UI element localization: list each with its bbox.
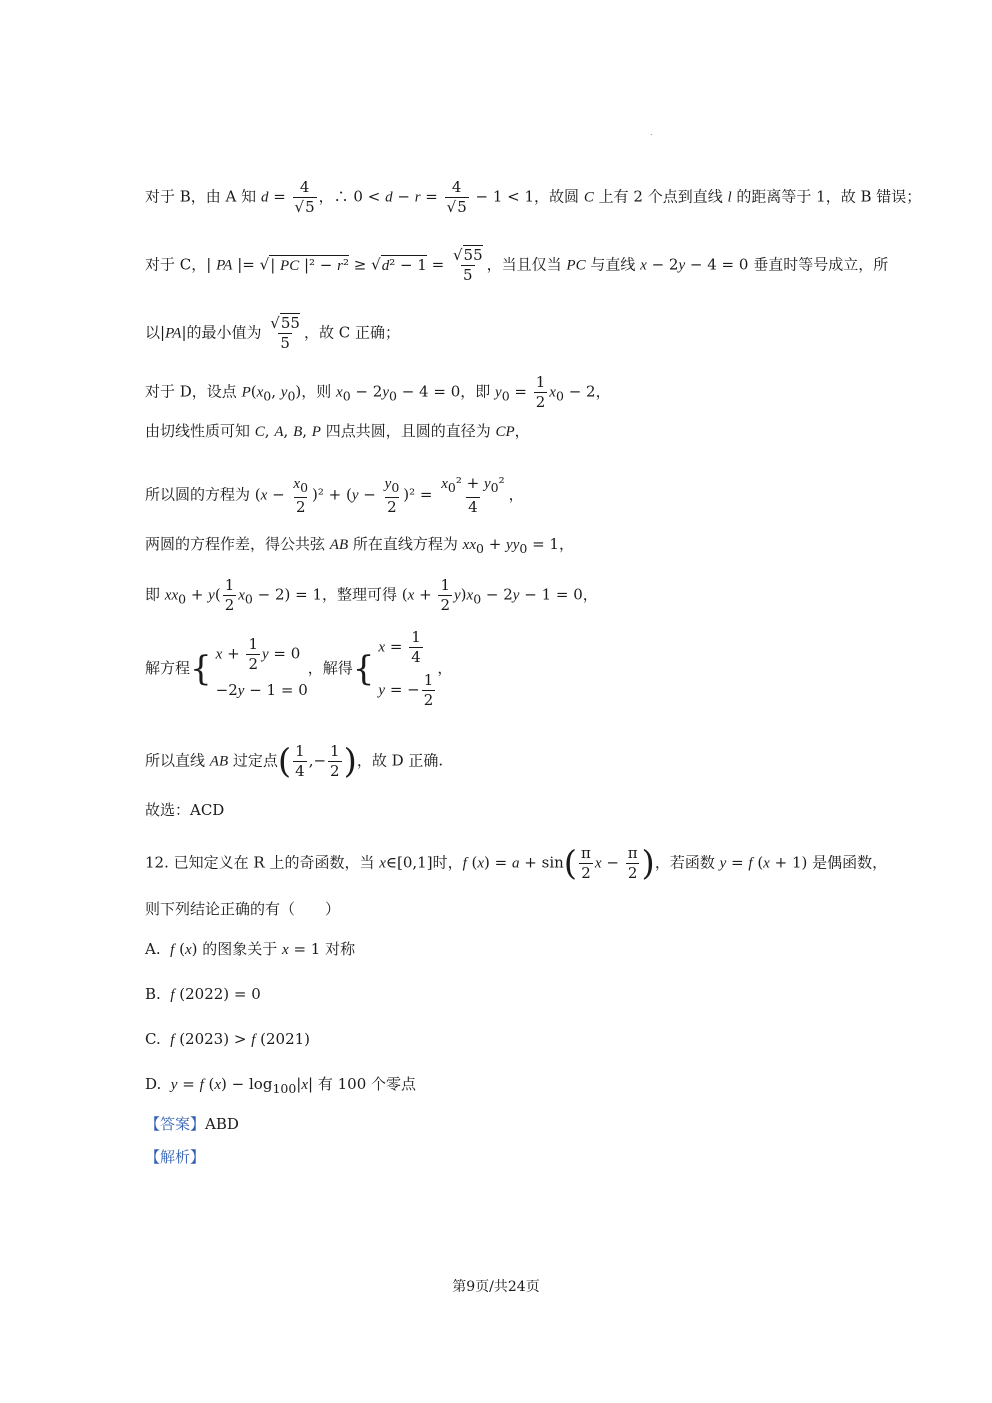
answer-line: [145, 1114, 239, 1134]
option-a: A. f (x) 的图象关于 x = 1 对称: [145, 940, 356, 958]
line-d-system: 解方程{ x + $\frac{1}{2}$ y = 0 −2y − 1 = 0 ，解得{ x = $\frac{1}{4}$ y = − $\frac{1}{2}$ ，: [145, 628, 453, 709]
option-c: C. f (2023) > f (2021): [145, 1030, 311, 1048]
header-mark: .: [650, 128, 653, 137]
analysis-line: [145, 1147, 205, 1167]
line-d-equation: 所以圆的方程为 (x − $\frac{x_0}{2}$ )² + (y − $\frac{y_0}{2}$ )² = $\frac{x_0^2 + y_0^2}{4}$ ，: [145, 474, 524, 516]
line-choice: 故选：ACD: [145, 801, 225, 819]
page-footer: 第9页/共24页: [452, 1279, 540, 1295]
line-d-circle: 由切线性质可知 C, A, B, P 四点共圆，且圆的直径为 CP，: [145, 422, 530, 440]
question-12-stem: 则下列结论正确的有（ ）: [145, 900, 341, 918]
line-b-analysis: 对于 B，由 A 知 d = $\frac{4}{√5}$ ，∴ 0 < d − r = $\frac{4}{√5}$ − 1 < 1，故圆 C 上有 2 个点到直线 l 的距离等于 1，故 B 错误；: [145, 178, 922, 216]
line-d-chord: 两圆的方程作差，得公共弦 AB 所在直线方程为 $xx_0 + yy_0 = 1$，: [145, 535, 574, 556]
line-d-fixed-point: 所以直线 AB 过定点( $\frac{1}{4}$ ,− $\frac{1}{2}$ )，故 D 正确.: [145, 741, 444, 782]
line-c-analysis: 对于 C，| PA |= √| PC |² − r² ≥ √d² − 1 = $\frac{√55}{5}$ ，当且仅当 PC 与直线 x − 2y − 4 = 0 垂直时等号成立，所: [145, 246, 889, 284]
question-12: 12. 已知定义在 R 上的奇函数，当 x∈[0,1]时，f (x) = a + sin( $\frac{\pi}{2}$ x − $\frac{\pi}{2}$ )，若函数 y = f (x + 1) 是偶函数，: [145, 843, 888, 884]
option-b: B. f (2022) = 0: [145, 985, 261, 1003]
answer-tag: 【答案】: [145, 1115, 206, 1133]
line-d-setup: 对于 D，设点 $P(x_0$, $y_0$)，则 $x_0 - 2y_0 - 4 = 0$，即 $y_0$ = $\frac{1}{2}$ $x_0 - 2$，: [145, 373, 611, 411]
option-d: D. y = f $(x) - \log_{100}|x|$ 有 100 个零点: [145, 1075, 417, 1096]
line-d-simplify: 即 $xx_0 + y$( $\frac{1}{2}$ $x_0 - 2) = 1$，整理可得 (x + $\frac{1}{2}$ $y)x_0 - 2y - 1 = 0$，: [145, 576, 598, 614]
line-c-conclusion: 以|PA|的最小值为 $\frac{√55}{5}$ ，故 C 正确；: [145, 314, 400, 352]
answer-value: ABD: [205, 1115, 239, 1133]
analysis-tag: 【解析】: [145, 1148, 206, 1166]
